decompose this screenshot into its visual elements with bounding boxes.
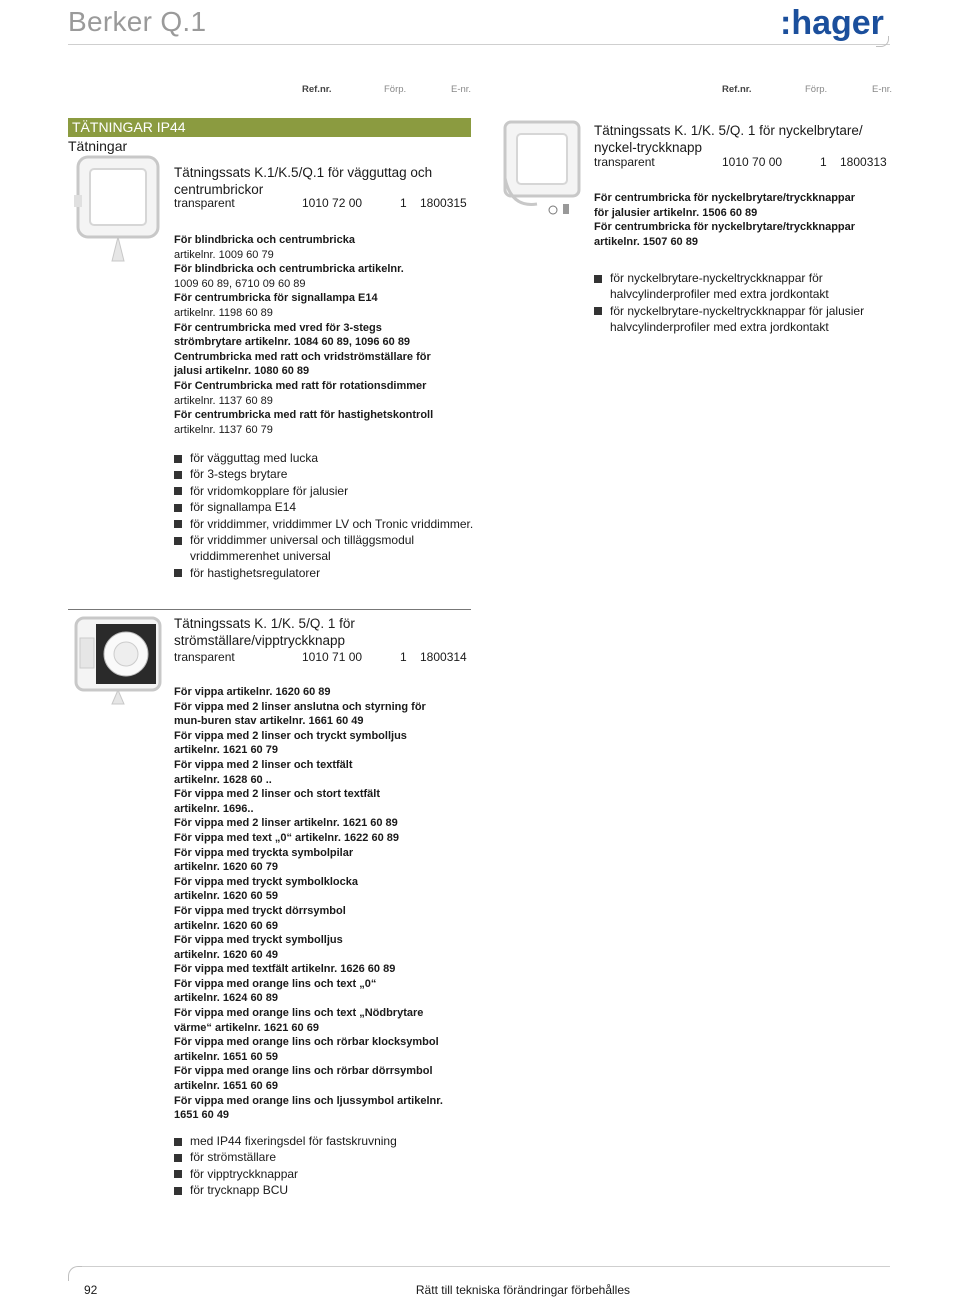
price-line <box>0 650 480 666</box>
price-line <box>0 196 480 212</box>
footer-disclaimer: Rätt till tekniska förändringar förbehålles <box>415 1283 630 1297</box>
compat-line: värme“ artikelnr. 1621 60 69 <box>174 1021 319 1034</box>
col-forp-right: Förp. <box>805 84 828 95</box>
logo-text: :hager <box>780 4 884 42</box>
compat-line: För vippa med 2 linser och textfält <box>174 758 353 771</box>
bullet-item: för vridomkopplare för jalusier <box>174 483 474 499</box>
compat-line: 1651 60 49 <box>174 1109 230 1122</box>
compat-line: För vippa med orange lins och rörbar klocksymbol <box>174 1036 439 1049</box>
compat-line: strömbrytare artikelnr. 1084 60 89, 1096 60 89 <box>174 336 411 349</box>
compat-line: För centrumbricka med ratt för hastighetskontroll <box>174 409 434 422</box>
compat-line: För vippa med tryckt symbolklocka <box>174 875 359 888</box>
section-title: Tätningssats K. 1/K. 5/Q. 1 för strömställare/vipptryckknapp <box>174 616 355 648</box>
compat-line: För centrumbricka för signallampa E14 <box>174 292 378 305</box>
compat-line: För centrumbricka för nyckelbrytare/tryckknappar <box>594 221 856 234</box>
compat-line: artikelnr. 1651 60 59 <box>174 1050 278 1063</box>
compat-line: För vippa med orange lins och rörbar dörrsymbol <box>174 1065 433 1078</box>
bullet-item: för vriddimmer, vriddimmer LV och Tronic vriddimmer. <box>174 516 474 532</box>
ref-number: 1010 72 00 <box>302 196 363 210</box>
ref-number: 1010 70 00 <box>722 155 783 169</box>
compat-line: artikelnr. 1009 60 79 <box>174 248 274 261</box>
footer-corner <box>68 1266 83 1281</box>
col-enr-right: E-nr. <box>872 84 893 95</box>
compat-line: För vippa med 2 linser och stort textfält <box>174 788 380 801</box>
footer-rule <box>82 1266 890 1267</box>
hager-logo <box>780 4 890 44</box>
section-title: Tätningssats K.1/K.5/Q.1 för vägguttag och centrumbrickor <box>174 165 433 197</box>
compat-line: För vippa med orange lins och text „0“ <box>174 977 377 990</box>
variant: transparent <box>174 650 235 664</box>
col-ref-right: Ref.nr. <box>722 84 752 95</box>
compat-line: 1009 60 89, 6710 09 60 89 <box>174 277 306 290</box>
compat-line: För vippa med 2 linser artikelnr. 1621 60 89 <box>174 817 398 830</box>
compat-line: För vippa med orange lins och text „Nödbrytare <box>174 1007 424 1020</box>
compat-line: artikelnr. 1621 60 79 <box>174 744 278 757</box>
compat-line: artikelnr. 1628 60 .. <box>174 773 272 786</box>
compat-list <box>174 233 474 437</box>
compat-line: För centrumbricka med vred för 3-stegs <box>174 321 382 334</box>
bullet-item: för signallampa E14 <box>174 499 474 515</box>
bullet-item: för strömställare <box>174 1149 474 1165</box>
bullet-item: för vägguttag med lucka <box>174 450 474 466</box>
category-subtitle: Tätningar <box>68 138 128 154</box>
compat-line: För vippa med 2 linser anslutna och styrning för <box>174 700 426 713</box>
col-ref-left: Ref.nr. <box>302 84 332 95</box>
category-bar: TÄTNINGAR IP44 <box>68 118 471 137</box>
feature-list <box>174 450 474 581</box>
compat-line: artikelnr. 1620 60 49 <box>174 948 278 961</box>
bullet-item: med IP44 fixeringsdel för fastskruvning <box>174 1133 474 1149</box>
brand-title: Berker Q.1 <box>68 6 207 37</box>
ref-number: 1010 71 00 <box>302 650 363 664</box>
compat-line: För vippa med tryckt symbolljus <box>174 934 343 947</box>
variant: transparent <box>174 196 235 210</box>
header-rule <box>68 44 890 45</box>
compat-line: För Centrumbricka med ratt för rotationsdimmer <box>174 379 427 392</box>
compat-line: artikelnr. 1620 60 69 <box>174 919 278 932</box>
section-divider <box>68 609 471 610</box>
compat-line: För vippa med tryckta symbolpilar <box>174 846 354 859</box>
bullet-item: för nyckelbrytare-nyckeltryckknappar för jalusier halvcylinderprofiler med extra jordkontakt <box>594 303 894 336</box>
page-number: 92 <box>84 1283 98 1297</box>
compat-line: artikelnr. 1651 60 69 <box>174 1080 278 1093</box>
compat-line: För vippa med orange lins och ljussymbol artikelnr. <box>174 1094 443 1107</box>
compat-line: artikelnr. 1198 60 89 <box>174 306 273 319</box>
e-number: 1800313 <box>840 155 887 169</box>
feature-list <box>594 270 894 336</box>
bullet-item: för vipptryckknappar <box>174 1166 474 1182</box>
e-number: 1800315 <box>420 196 467 210</box>
compat-line: artikelnr. 1620 60 59 <box>174 890 278 903</box>
pack-qty: 1 <box>400 650 407 664</box>
compat-line: mun-buren stav artikelnr. 1661 60 49 <box>174 715 364 728</box>
compat-line: artikelnr. 1696.. <box>174 802 254 815</box>
compat-line: För vippa artikelnr. 1620 60 89 <box>174 686 331 698</box>
compat-line: artikelnr. 1620 60 79 <box>174 861 278 874</box>
compat-line: artikelnr. 1137 60 79 <box>174 423 273 436</box>
compat-line: artikelnr. 1624 60 89 <box>174 992 278 1005</box>
col-forp-left: Förp. <box>384 84 407 95</box>
compat-line: jalusi artikelnr. 1080 60 89 <box>174 365 310 378</box>
compat-line: För vippa med 2 linser och tryckt symbolljus <box>174 729 407 742</box>
e-number: 1800314 <box>420 650 467 664</box>
section-title: Tätningssats K. 1/K. 5/Q. 1 för nyckelbrytare/ nyckel-tryckknapp <box>594 123 863 155</box>
bullet-item: för hastighetsregulatorer <box>174 565 474 581</box>
pack-qty: 1 <box>820 155 827 169</box>
pack-qty: 1 <box>400 196 407 210</box>
compat-line: För blindbricka och centrumbricka <box>174 234 355 246</box>
compat-line: Centrumbricka med ratt och vridströmställare för <box>174 350 431 363</box>
compat-list <box>594 191 894 249</box>
feature-list <box>174 1133 474 1199</box>
compat-line: artikelnr. 1507 60 89 <box>594 235 698 248</box>
compat-line: För centrumbricka för nyckelbrytare/tryckknappar <box>594 192 856 204</box>
bullet-item: för vriddimmer universal och tilläggsmodul vriddimmerenhet universal <box>174 532 474 565</box>
compat-line: För blindbricka och centrumbricka artikelnr. <box>174 263 404 276</box>
compat-line: För vippa med tryckt dörrsymbol <box>174 904 346 917</box>
bullet-item: för nyckelbrytare-nyckeltryckknappar för halvcylinderprofiler med extra jordkontakt <box>594 270 894 303</box>
compat-line: artikelnr. 1137 60 89 <box>174 394 273 407</box>
header-corner <box>876 36 889 47</box>
compat-line: För vippa med text „0“ artikelnr. 1622 60 89 <box>174 831 399 844</box>
price-line <box>0 155 900 171</box>
col-enr-left: E-nr. <box>451 84 472 95</box>
compat-line: för jalusier artikelnr. 1506 60 89 <box>594 206 758 219</box>
compat-line: För vippa med textfält artikelnr. 1626 60 89 <box>174 963 396 976</box>
variant: transparent <box>594 155 655 169</box>
bullet-item: för 3-stegs brytare <box>174 466 474 482</box>
compat-list <box>174 685 474 1123</box>
bullet-item: för trycknapp BCU <box>174 1182 474 1198</box>
